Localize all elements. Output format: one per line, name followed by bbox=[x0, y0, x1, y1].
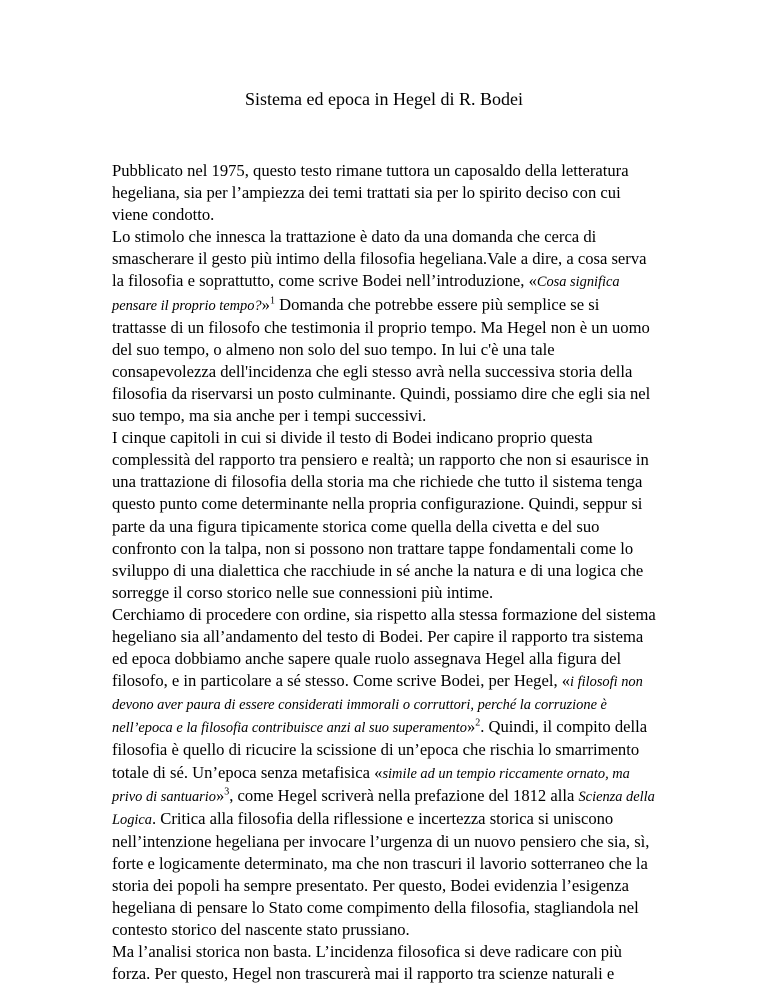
paragraph bbox=[112, 160, 656, 226]
paragraph bbox=[112, 604, 656, 941]
italic-text: simile ad un tempio riccamente ornato, ma privo di santuario bbox=[112, 765, 630, 805]
italic-text: Cosa significa pensare il proprio tempo? bbox=[112, 274, 620, 314]
italic-text: i filosofi non devono aver paura di essere considerati immorali o corruttori, perché la corruzione è nell’epoca e la filosofia contribuisce anzi al suo superamento bbox=[112, 674, 643, 737]
text-run: , come Hegel scriverà nella prefazione del 1812 alla bbox=[229, 785, 579, 805]
paragraph bbox=[112, 226, 656, 427]
document-title: Sistema ed epoca in Hegel di R. Bodei bbox=[245, 89, 523, 109]
text-run: » bbox=[261, 294, 270, 314]
text-run: Pubblicato nel 1975, questo testo rimane tuttora un caposaldo della letteratura hegeliana, sia per l’ampiezza dei temi trattati sia per lo spirito deciso con cui viene condotto. bbox=[112, 161, 629, 225]
document-body bbox=[112, 160, 656, 985]
text-run: Ma l’analisi storica non basta. L’incidenza filosofica si deve radicare con più forza. Per questo, Hegel non trascurerà mai il rapporto tra scienze naturali e bbox=[112, 942, 622, 984]
text-run: I cinque capitoli in cui si divide il testo di Bodei indicano proprio questa complessità del rapporto tra pensiero e realtà; un rapporto che non si esaurisce in una trattazione di filosofia della storia ma che richiede che tutto il sistema tenga questo punto come determinante nella propria configurazione. Quindi, seppur si parte da una figura tipicamente storica come quella della civetta e del suo confronto con la talpa, non si possono non trattare tappe fondamentali come lo sviluppo di una dialettica che racchiude in sé anche la natura e di una logica che sorregge il corso storico nelle sue connessioni più intime. bbox=[112, 428, 649, 602]
footnote-ref: 1 bbox=[269, 295, 275, 307]
paragraph bbox=[112, 941, 656, 985]
paragraph bbox=[112, 427, 656, 604]
text-run: Lo stimolo che innesca la trattazione è dato da una domanda che cerca di smascherare il gesto più intimo della filosofia hegeliana.Vale a dire, a cosa serva la filosofia e soprattutto, come scrive Bodei nell’introduzione, « bbox=[112, 227, 647, 291]
italic-text: Scienza della Logica bbox=[112, 788, 655, 828]
text-run: Domanda che potrebbe essere più semplice se si trattasse di un filosofo che testimonia il proprio tempo. Ma Hegel non è un uomo del suo tempo, o almeno non solo del suo tempo. In lui c'è una tale consapevolezza dell'incidenza che egli stesso avrà nella successiva storia della filosofia da riservarsi un posto culminante. Quindi, possiamo dire che egli sia nel suo tempo, ma sia anche per i tempi successivi. bbox=[112, 294, 651, 426]
text-run: » bbox=[466, 717, 476, 737]
text-run: » bbox=[215, 785, 225, 805]
text-run: . Quindi, il compito della filosofia è quello di ricucire la scissione di un’epoca che rischia lo smarrimento totale di sé. Un’epoca senza metafisica « bbox=[112, 717, 648, 782]
text-run: . Critica alla filosofia della riflessione e incertezza storica si uniscono nell’intenzione hegeliana per invocare l’urgenza di un nuovo pensiero che sia, sì, forte e logicamente determinato, ma che non trascuri il lavorio sotterraneo che la storia dei popoli ha sempre presentato. Per questo, Bodei evidenzia l’esigenza hegeliana di pensare lo Stato come compimento della filosofia, stagliandola nel contesto storico del nascente stato prussiano. bbox=[112, 808, 650, 940]
footnote-ref: 3 bbox=[224, 786, 230, 798]
footnote-ref: 2 bbox=[475, 717, 481, 729]
text-run: Cerchiamo di procedere con ordine, sia rispetto alla stessa formazione del sistema hegeliano sia all’andamento del testo di Bodei. Per capire il rapporto tra sistema ed epoca dobbiamo anche sapere quale ruolo assegnava Hegel alla figura del filosofo, e in particolare a sé stesso. Come scrive Bodei, per Hegel, « bbox=[112, 604, 656, 691]
